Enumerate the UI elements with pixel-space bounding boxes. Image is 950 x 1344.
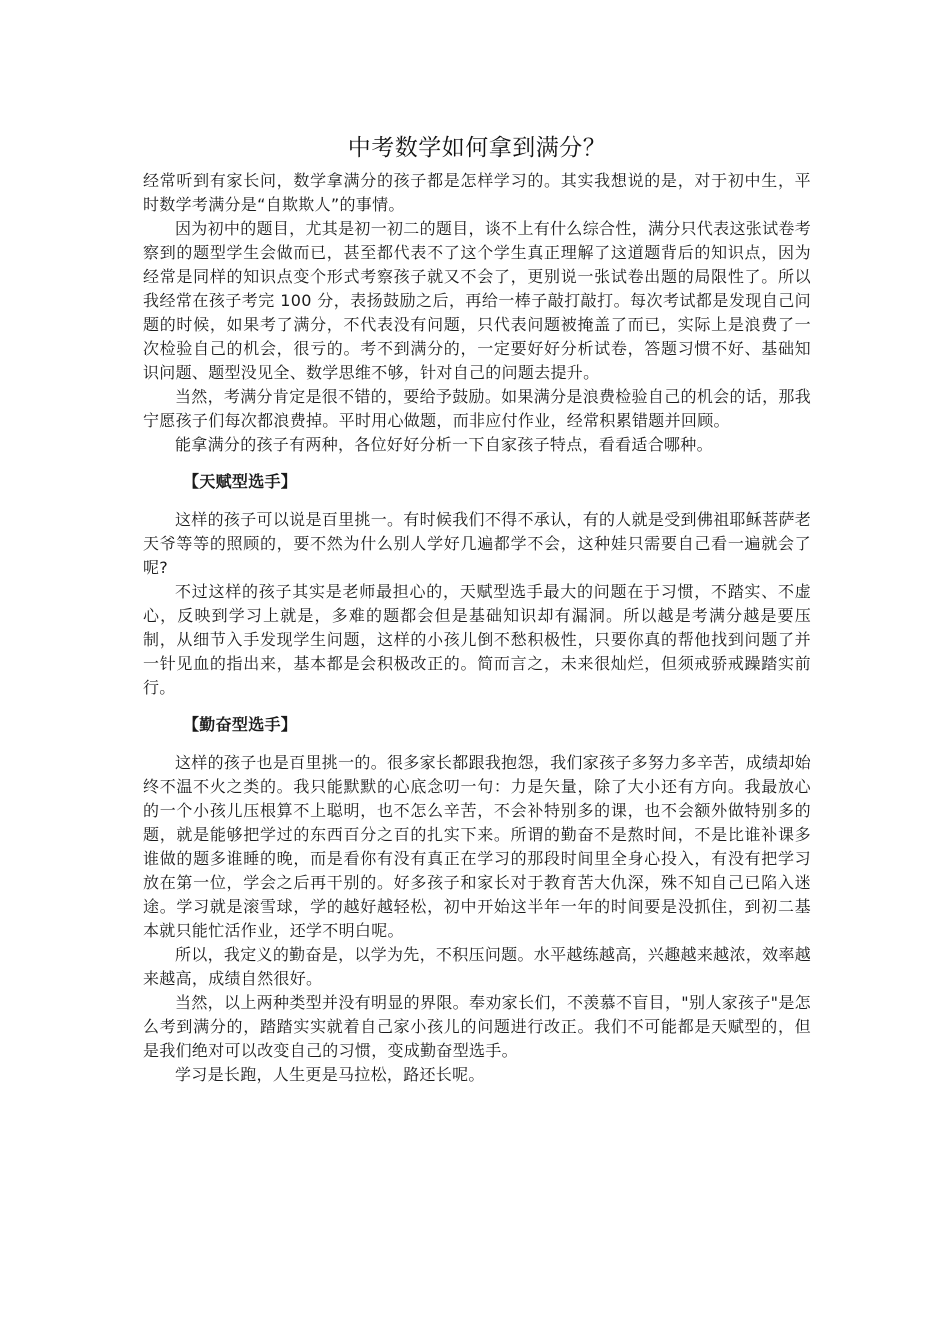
body-paragraph: 能拿满分的孩子有两种，各位好好分析一下自家孩子特点，看看适合哪种。 [175,435,713,454]
body-paragraph: 这样的孩子也是百里挑一的。很多家长都跟我抱怨，我们家孩子多努力多辛苦，成绩却始终不温不火之类的。我只能默默的心底念叨一句：力是矢量，除了大小还有方向。我最放心的一个小孩儿压根算不上聪明，也不怎么辛苦，不会补特别多的课，也不会额外做特别多的题，就是能够把学过的东西百分之百的扎实下来。所谓的勤奋不是熬时间，不是比谁补课多谁做的题多谁睡的晚，而是看你有没有真正在学习的那段时间里全身心投入，有没有把学习放在第一位，学会之后再干别的。好多孩子和家长对于教育苦大仇深，殊不知自己已陷入迷途。学习就是滚雪球，学的越好越轻松，初中开始这半年一年的时间要是没抓住，到初二基本就只能忙活作业，还学不明白呢。 [143,753,811,940]
closing-paragraph: 学习是长跑，人生更是马拉松，路还长呢。 [175,1065,485,1084]
body-paragraph: 因为初中的题目，尤其是初一初二的题目，谈不上有什么综合性，满分只代表这张试卷考察到的题型学生会做而已，甚至都代表不了这个学生真正理解了这道题背后的知识点，因为经常是同样的知识点变个形式考察孩子就又不会了，更别说一张试卷出题的局限性了。所以我经常在孩子考完 100 分，表扬鼓励之后，再给一棒子敲打敲打。每次考试都是发现自己问题的时候，如果考了满分，不代表没有问题，只代表问题被掩盖了而已，实际上是浪费了一次检验自己的机会，很亏的。考不到满分的，一定要好好分析试卷，答题习惯不好、基础知识问题、题型没见全、数学思维不够，针对自己的问题去提升。 [143,219,811,382]
body-paragraph: 当然，以上两种类型并没有明显的界限。奉劝家长们，不羡慕不盲目，"别人家孩子"是怎么考到满分的，踏踏实实就着自己家小孩儿的问题进行改正。我们不可能都是天赋型的，但是我们绝对可以改变自己的习惯，变成勤奋型选手。 [143,993,811,1060]
section-heading-talent: 【天赋型选手】 [183,472,298,491]
body-paragraph: 这样的孩子可以说是百里挑一。有时候我们不得不承认，有的人就是受到佛祖耶稣菩萨老天爷等等的照顾的，要不然为什么别人学好几遍都学不会，这种娃只需要自己看一遍就会了呢? [143,510,811,577]
body-paragraph: 当然，考满分肯定是很不错的，要给予鼓励。如果满分是浪费检验自己的机会的话，那我宁愿孩子们每次都浪费掉。平时用心做题，而非应付作业，经常积累错题并回顾。 [143,387,811,430]
section-heading-diligent: 【勤奋型选手】 [183,715,298,734]
intro-paragraph: 经常听到有家长问，数学拿满分的孩子都是怎样学习的。其实我想说的是，对于初中生，平时数学考满分是“自欺欺人”的事情。 [143,171,811,214]
body-paragraph: 所以，我定义的勤奋是，以学为先，不积压问题。水平越练越高，兴趣越来越浓，效率越来越高，成绩自然很好。 [143,945,811,988]
document-title: 中考数学如何拿到满分？ [347,135,607,161]
document-page [143,132,811,1087]
body-paragraph: 不过这样的孩子其实是老师最担心的，天赋型选手最大的问题在于习惯，不踏实、不虚心，反映到学习上就是，多难的题都会但是基础知识却有漏洞。所以越是考满分越是要压制，从细节入手发现学生问题，这样的小孩儿倒不愁积极性，只要你真的帮他找到问题了并一针见血的指出来，基本都是会积极改正的。简而言之，未来很灿烂，但须戒骄戒躁踏实前行。 [143,582,811,697]
